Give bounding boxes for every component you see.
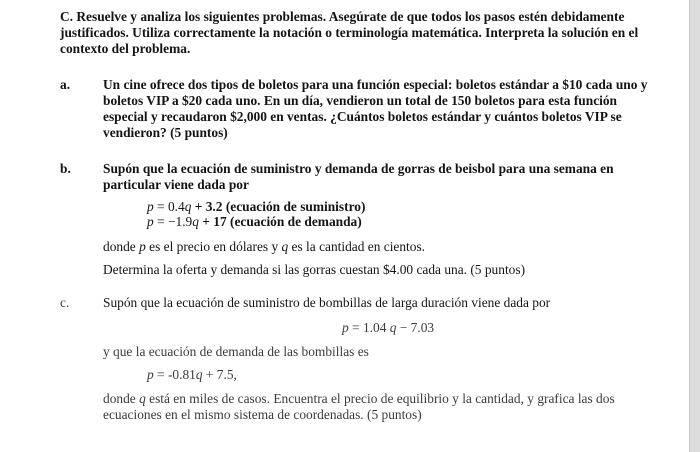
text-part: es la cantidad en cientos. [288, 239, 426, 254]
variable-q: q [281, 239, 289, 254]
problem-c-equation-supply [342, 319, 434, 336]
problem-b-label: b. [60, 161, 71, 176]
problem-c-intro: Supón que la ecuación de suministro de bombillas de larga duración viene dada por [103, 295, 551, 310]
variable-p: p [147, 367, 154, 382]
problem-c-label: c. [60, 295, 70, 310]
problem-a-line-1: Un cine ofrece dos tipos de boletos para una función especial: boletos estándar a $10 cada uno y [103, 77, 648, 92]
problem-b-line-2: particular viene dada por [103, 177, 249, 192]
equation-part: = 1.04 [348, 320, 390, 335]
problem-a-line-3: especial y recaudaron $2,000 en ventas. ¿Cuántos boletos estándar y cuántos boletos VIP se [103, 109, 622, 124]
equation-part: − 7.03 [396, 320, 435, 335]
text-part: donde [103, 239, 140, 254]
problem-a-label: a. [60, 77, 71, 92]
intro-line-2: justificados. Utiliza correctamente la notación o terminología matemática. Interpreta la solución en el [60, 25, 639, 40]
equation-part: = -0.81 [153, 367, 196, 382]
problem-c-equation-demand [147, 366, 237, 383]
variable-q: q [192, 214, 199, 229]
text-part: es el precio en dólares y [145, 239, 282, 254]
problem-b-task: Determina la oferta y demanda si las gorras cuestan $4.00 cada una. (5 puntos) [103, 262, 526, 277]
problem-a-line-2: boletos VIP a $20 cada uno. En un día, vendieron un total de 150 boletos para esta función [103, 93, 618, 108]
variable-p: p [147, 214, 154, 229]
equation-part: + 7.5, [202, 367, 237, 382]
variable-q: q [195, 367, 203, 382]
equation-part: = 0.4 [153, 199, 185, 214]
variable-q: q [389, 320, 397, 335]
variable-q: q [139, 391, 146, 406]
problem-b-equation-demand [147, 213, 362, 230]
viewer-edge-strip [689, 0, 700, 452]
intro-line-3: contexto del problema. [60, 41, 191, 56]
variable-q: q [184, 199, 192, 214]
variable-p: p [342, 320, 349, 335]
text-part: donde [103, 391, 140, 406]
equation-part: = −1.9 [153, 214, 193, 229]
problem-a-line-4: vendieron? (5 puntos) [103, 125, 228, 140]
text-part: está en miles de casos. Encuentra el precio de equilibrio y la cantidad, y grafica las dos [145, 391, 615, 406]
problem-c-closing-line-2: ecuaciones en el mismo sistema de coordenadas. (5 puntos) [103, 407, 422, 422]
problem-c-closing-line-1 [103, 390, 615, 407]
problem-c-mid-text: y que la ecuación de demanda de las bombillas es [103, 344, 369, 359]
problem-b-line-1: Supón que la ecuación de suministro y demanda de gorras de beisbol para una semana en [103, 161, 614, 176]
equation-part: + 3.2 (ecuación de suministro) [191, 199, 366, 214]
equation-part: + 17 (ecuación de demanda) [198, 214, 362, 229]
intro-line-1: C. Resuelve y analiza los siguientes problemas. Asegúrate de que todos los pasos estén debidamente [60, 9, 625, 24]
variable-p: p [139, 239, 146, 254]
problem-b-definitions [103, 238, 425, 255]
variable-p: p [147, 199, 154, 214]
